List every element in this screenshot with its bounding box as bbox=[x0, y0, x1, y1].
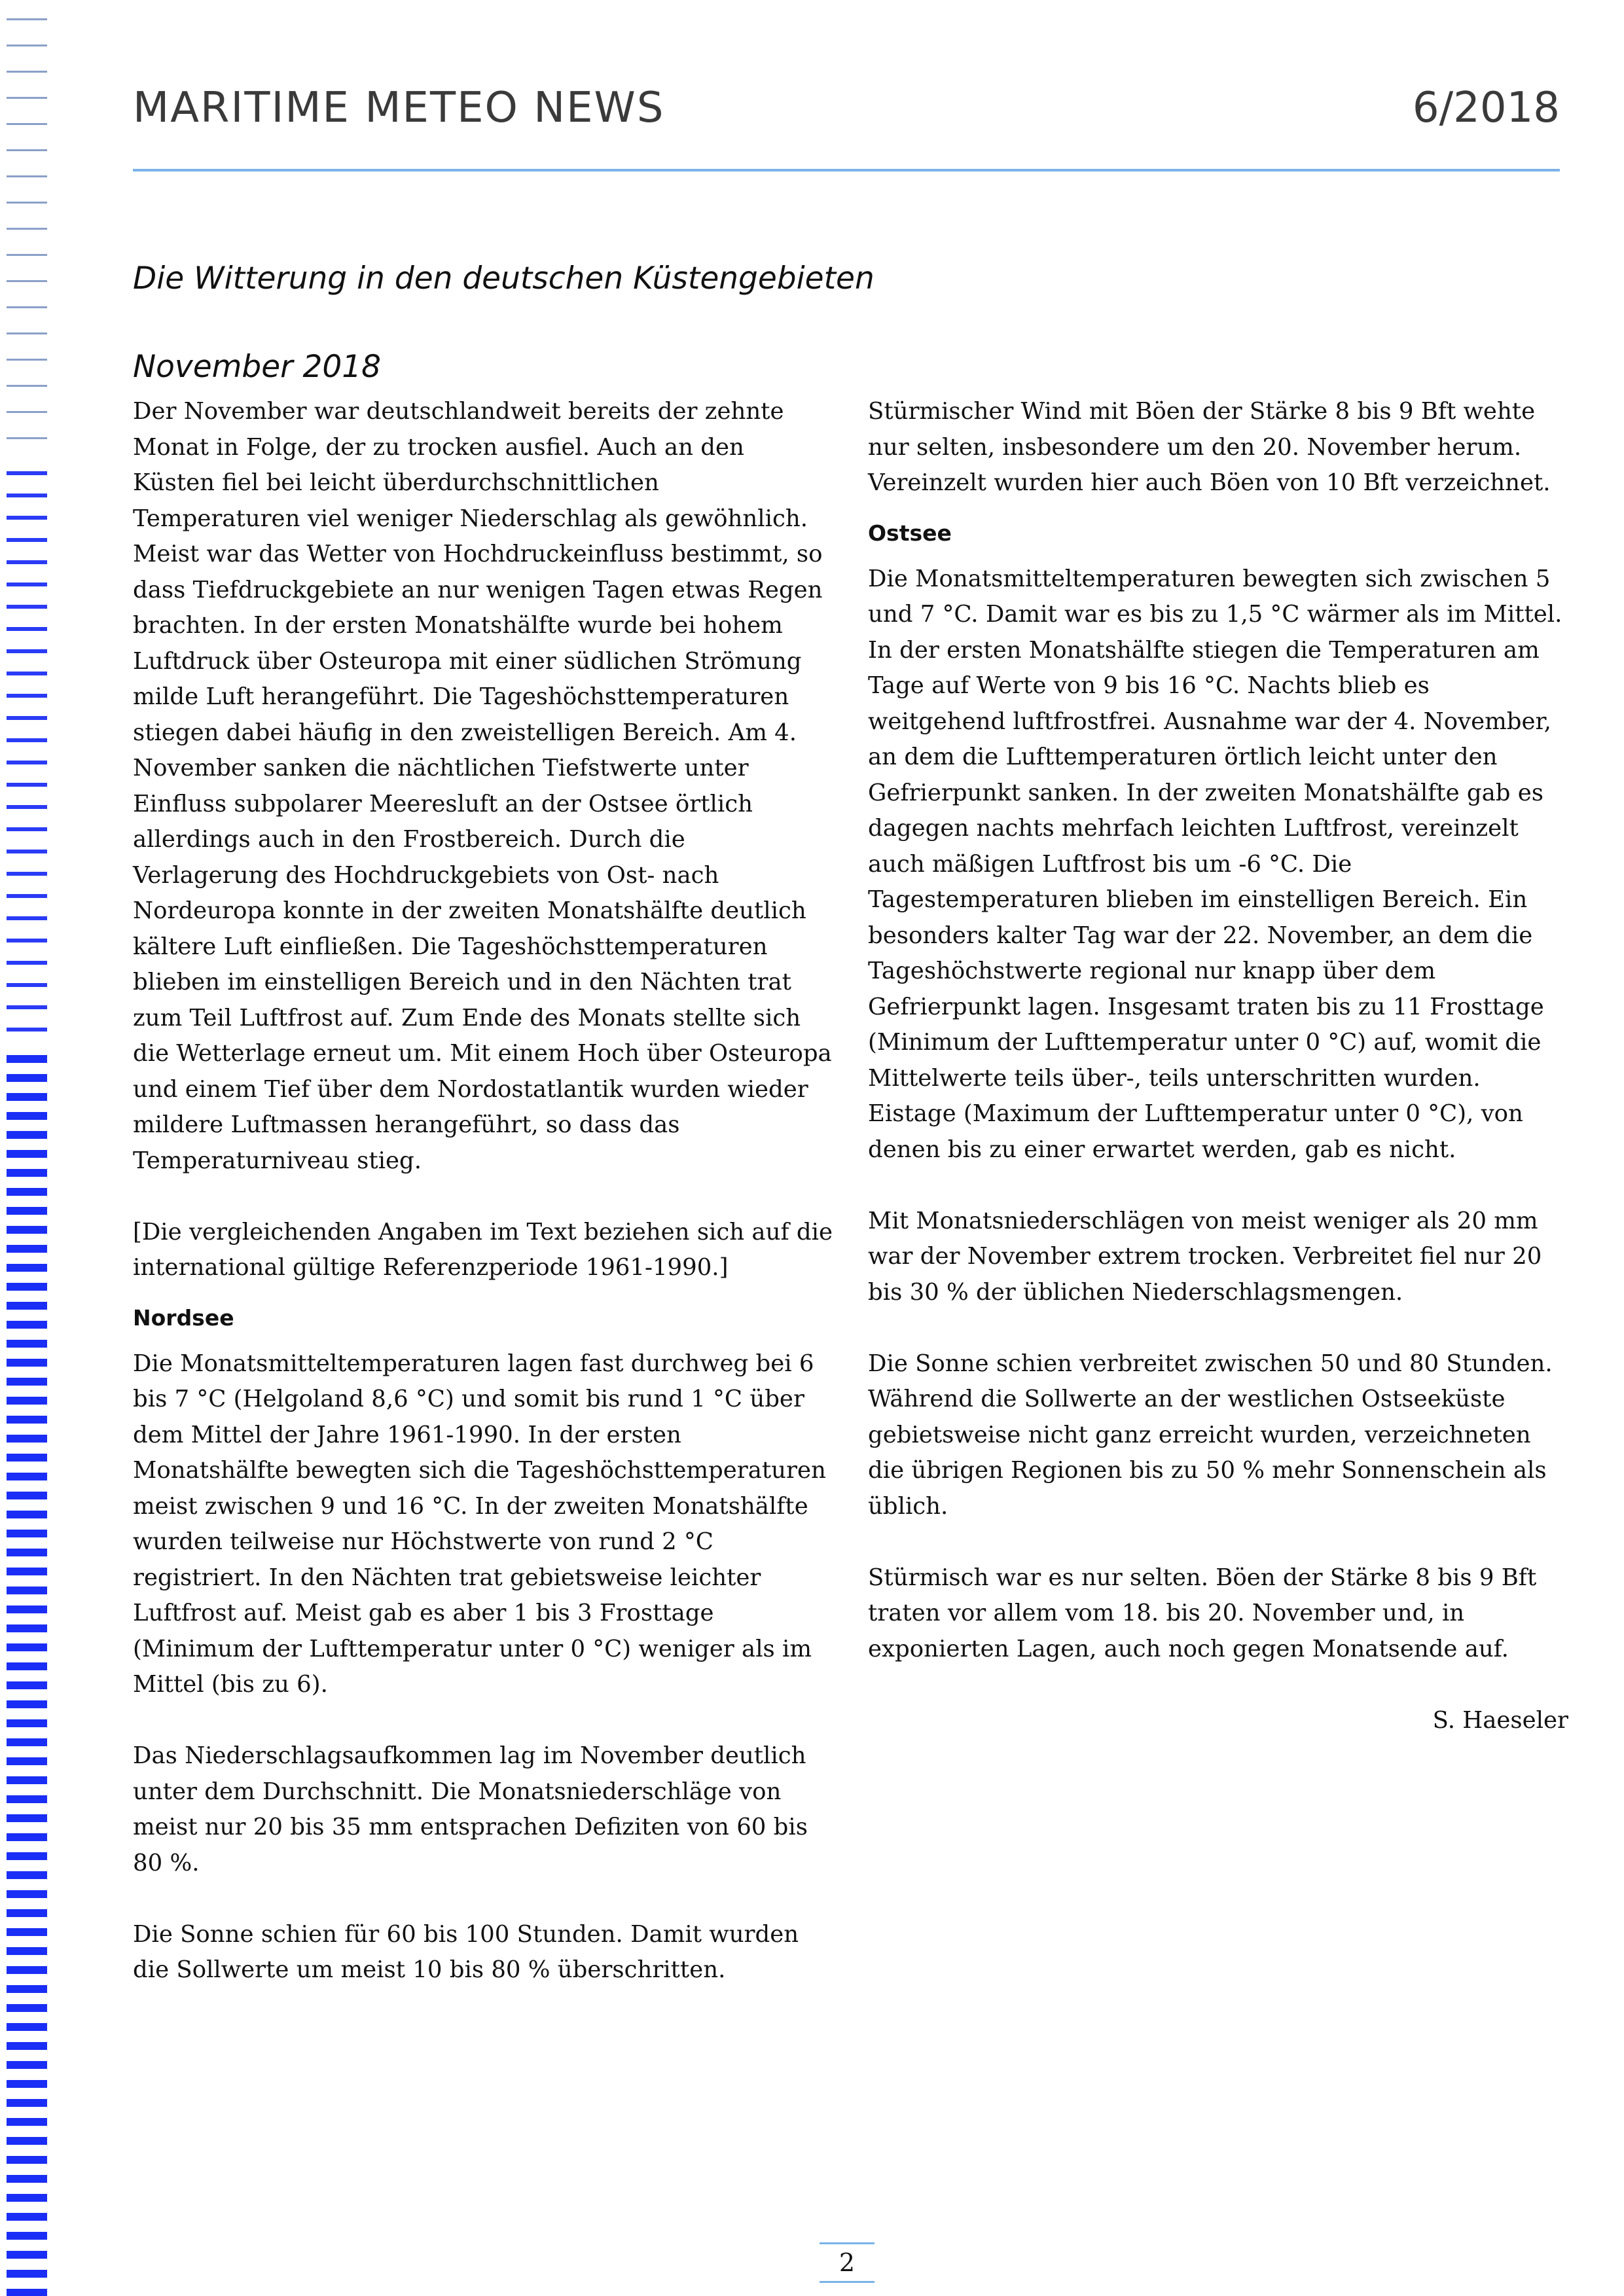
left-column bbox=[133, 394, 833, 2024]
article-month: November 2018 bbox=[133, 349, 382, 385]
newsletter-title: MARITIME METEO NEWS bbox=[133, 84, 665, 132]
margin-decoration-middle bbox=[7, 458, 47, 1047]
page-header bbox=[133, 84, 1560, 171]
right-column bbox=[868, 394, 1568, 1774]
nordsee-wind-paragraph: Stürmischer Wind mit Böen der Stärke 8 bis 9 Bft wehte nur selten, insbesondere um den 20. November herum. Vereinzelt wurden hier auch Böen von 10 Bft verzeichnet. bbox=[868, 398, 1551, 496]
ostsee-temperature-paragraph: Die Monatsmitteltemperaturen bewegten sich zwischen 5 und 7 °C. Damit war es bis zu 1,5 °C wärmer als im Mittel. In der ersten Monatshälfte stiegen die Temperaturen am Tage auf Werte von 9 bis 16 °C. Nachts blieb es weitgehend luftfrostfrei. Ausnahme war der 4. November, an dem die Lufttemperaturen örtlich leicht unter den Gefrierpunkt sanken. In der zweiten Monatshälfte gab es dagegen nachts mehrfach leichten Luftfrost, vereinzelt auch mäßigen Luftfrost bis um -6 °C. Die Tagestemperaturen blieben im einstelligen Bereich. Ein besonders kalter Tag war der 22. November, an dem die Tageshöchstwerte regional nur knapp über dem Gefrierpunkt lagen. Insgesamt traten bis zu 11 Frosttage (Minimum der Lufttemperatur unter 0 °C) auf, womit die Mittelwerte teils über-, teils unterschritten wurden. Eistage (Maximum der Lufttemperatur unter 0 °C), von denen bis zu einer erwartet werden, gab es nicht. bbox=[868, 565, 1562, 1163]
section-heading-nordsee: Nordsee bbox=[133, 1304, 234, 1331]
ostsee-precipitation-paragraph: Mit Monatsniederschlägen von meist weniger als 20 mm war der November extrem trocken. Verbreitet fiel nur 20 bis 30 % der üblichen Niederschlagsmengen. bbox=[868, 1207, 1542, 1306]
section-heading-ostsee: Ostsee bbox=[868, 520, 952, 546]
nordsee-precipitation-paragraph: Das Niederschlagsaufkommen lag im November deutlich unter dem Durchschnitt. Die Monatsniederschläge von meist nur 20 bis 35 mm entsprachen Defiziten von 60 bis 80 %. bbox=[133, 1742, 808, 1876]
page-number: 2 bbox=[820, 2242, 875, 2283]
margin-decoration-top bbox=[7, 0, 47, 458]
author-signature: S. Haeseler bbox=[1432, 1706, 1568, 1734]
ostsee-wind-paragraph: Stürmisch war es nur selten. Böen der Stärke 8 bis 9 Bft traten vor allem vom 18. bis 20. November und, in exponierten Lagen, auch noch gegen Monatsende auf. bbox=[868, 1564, 1537, 1662]
nordsee-temperature-paragraph: Die Monatsmitteltemperaturen lagen fast durchweg bei 6 bis 7 °C (Helgoland 8,6 °C) und somit bis rund 1 °C über dem Mittel der Jahre 1961-1990. In der ersten Monatshälfte bewegten sich die Tageshöchsttemperaturen meist zwischen 9 und 16 °C. In der zweiten Monatshälfte wurden teilweise nur Höchstwerte von rund 2 °C registriert. In den Nächten trat gebietsweise leichter Luftfrost auf. Meist gab es aber 1 bis 3 Frosttage (Minimum der Lufttemperatur unter 0 °C) weniger als im Mittel (bis zu 6). bbox=[133, 1350, 826, 1698]
reference-note: [Die vergleichenden Angaben im Text beziehen sich auf die international gültige Referenzperiode 1961-1990.] bbox=[133, 1218, 833, 1281]
nordsee-sunshine-paragraph: Die Sonne schien für 60 bis 100 Stunden. Damit wurden die Sollwerte um meist 10 bis 80 % überschritten. bbox=[133, 1920, 799, 1983]
intro-paragraph: Der November war deutschlandweit bereits der zehnte Monat in Folge, der zu trocken ausfiel. Auch an den Küsten fiel bei leicht überdurchschnittlichen Temperaturen viel weniger Niederschlag als gewöhnlich. Meist war das Wetter von Hochdruckeinfluss bestimmt, so dass Tiefdruckgebiete an nur wenigen Tagen etwas Regen brachten. In der ersten Monatshälfte wurde bei hohem Luftdruck über Osteuropa mit einer südlichen Strömung milde Luft herangeführt. Die Tageshöchsttemperaturen stiegen dabei häufig in den zweistelligen Bereich. Am 4. November sanken die nächtlichen Tiefstwerte unter Einfluss subpolarer Meeresluft an der Ostsee örtlich allerdings auch in den Frostbereich. Durch die Verlagerung des Hochdruckgebiets von Ost- nach Nordeuropa konnte in der zweiten Monatshälfte deutlich kältere Luft einfließen. Die Tageshöchsttemperaturen blieben im einstelligen Bereich und in den Nächten trat zum Teil Luftfrost auf. Zum Ende des Monats stellte sich die Wetterlage erneut um. Mit einem Hoch über Osteuropa und einem Tief über dem Nordostatlantik wurden wieder mildere Luftmassen herangeführt, so dass das Temperaturniveau stieg. bbox=[133, 398, 832, 1174]
article-heading: Die Witterung in den deutschen Küstengebieten bbox=[133, 260, 875, 296]
issue-number: 6/2018 bbox=[1412, 84, 1560, 132]
ostsee-sunshine-paragraph: Die Sonne schien verbreitet zwischen 50 und 80 Stunden. Während die Sollwerte an der westlichen Ostseeküste gebietsweise nicht ganz erreicht wurden, verzeichneten die übrigen Regionen bis zu 50 % mehr Sonnenschein als üblich. bbox=[868, 1350, 1553, 1520]
margin-decoration-bottom bbox=[7, 1047, 47, 2296]
